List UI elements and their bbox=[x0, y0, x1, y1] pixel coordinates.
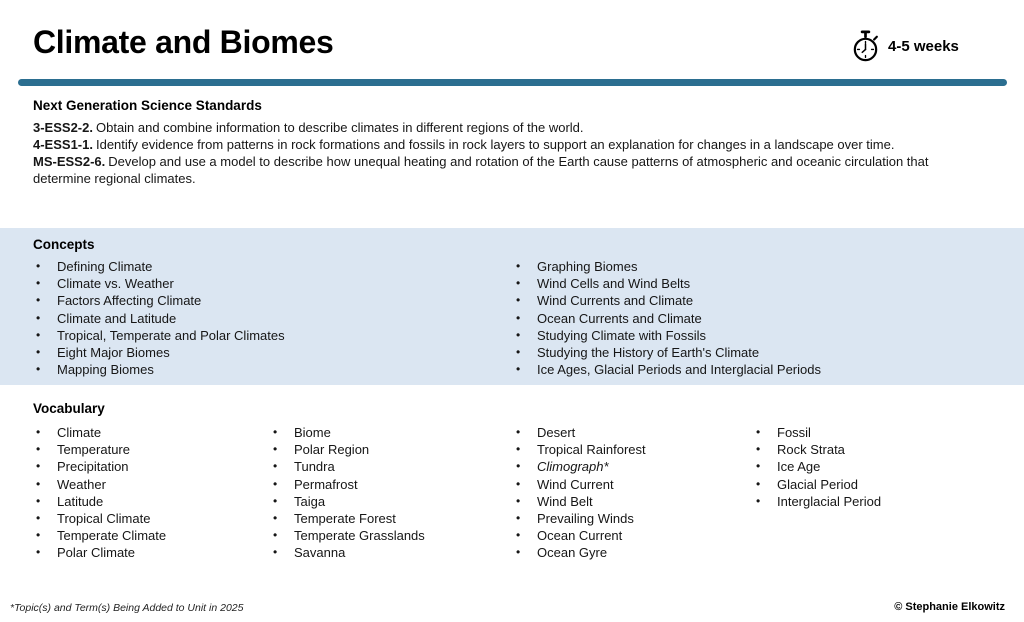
standard-code: MS-ESS2-6. bbox=[33, 154, 106, 169]
list-item: • Climate vs. Weather bbox=[33, 275, 285, 292]
list-item: • Ocean Current bbox=[513, 527, 646, 544]
duration-label: 4-5 weeks bbox=[888, 38, 959, 55]
standards-section bbox=[33, 98, 967, 187]
concepts-heading: Concepts bbox=[33, 237, 95, 252]
list-item: • Tropical Climate bbox=[33, 510, 166, 527]
list-item: • Weather bbox=[33, 476, 166, 493]
list-item: • Ocean Currents and Climate bbox=[513, 310, 821, 327]
standard-item bbox=[33, 153, 967, 187]
list-item: • Climate and Latitude bbox=[33, 310, 285, 327]
concepts-list-right bbox=[513, 258, 821, 378]
vocabulary-column-4 bbox=[753, 424, 881, 510]
list-item: • Temperate Forest bbox=[270, 510, 425, 527]
list-item: • Ice Ages, Glacial Periods and Interglacial Periods bbox=[513, 361, 821, 378]
list-item: • Fossil bbox=[753, 424, 881, 441]
standard-item bbox=[33, 136, 967, 153]
list-item: • Temperature bbox=[33, 441, 166, 458]
vocabulary-column-1 bbox=[33, 424, 166, 562]
list-item: • Taiga bbox=[270, 493, 425, 510]
list-item: • Prevailing Winds bbox=[513, 510, 646, 527]
list-item: • Wind Cells and Wind Belts bbox=[513, 275, 821, 292]
standard-text: Obtain and combine information to describe climates in different regions of the world. bbox=[95, 120, 584, 135]
list-item: • Studying the History of Earth's Climate bbox=[513, 344, 821, 361]
list-item: • Desert bbox=[513, 424, 646, 441]
list-item: • Wind Current bbox=[513, 476, 646, 493]
standards-heading: Next Generation Science Standards bbox=[33, 98, 262, 113]
list-item: • Permafrost bbox=[270, 476, 425, 493]
list-item: • Rock Strata bbox=[753, 441, 881, 458]
vocabulary-heading: Vocabulary bbox=[33, 401, 105, 416]
list-item: • Ice Age bbox=[753, 458, 881, 475]
list-item: • Polar Climate bbox=[33, 544, 166, 561]
vocabulary-section bbox=[0, 401, 1024, 566]
list-item: • Temperate Climate bbox=[33, 527, 166, 544]
list-item: • Ocean Gyre bbox=[513, 544, 646, 561]
list-item: • Tropical, Temperate and Polar Climates bbox=[33, 327, 285, 344]
vocabulary-column-3 bbox=[513, 424, 646, 562]
list-item: • Polar Region bbox=[270, 441, 425, 458]
list-item: • Latitude bbox=[33, 493, 166, 510]
list-item: • Eight Major Biomes bbox=[33, 344, 285, 361]
list-item: • Savanna bbox=[270, 544, 425, 561]
standard-item bbox=[33, 119, 967, 136]
list-item: • Tundra bbox=[270, 458, 425, 475]
list-item: • Climate bbox=[33, 424, 166, 441]
list-item: • Wind Currents and Climate bbox=[513, 292, 821, 309]
list-item: • Biome bbox=[270, 424, 425, 441]
standard-text: Identify evidence from patterns in rock formations and fossils in rock layers to support an explanation for changes in a landscape over time. bbox=[95, 137, 895, 152]
page-title: Climate and Biomes bbox=[33, 24, 334, 60]
list-item: • Factors Affecting Climate bbox=[33, 292, 285, 309]
list-item: • Graphing Biomes bbox=[513, 258, 821, 275]
list-item: • Glacial Period bbox=[753, 476, 881, 493]
list-item: • Mapping Biomes bbox=[33, 361, 285, 378]
list-item: • Studying Climate with Fossils bbox=[513, 327, 821, 344]
standard-code: 4-ESS1-1. bbox=[33, 137, 93, 152]
footnote: *Topic(s) and Term(s) Being Added to Unit in 2025 bbox=[10, 602, 244, 614]
standard-text: Develop and use a model to describe how unequal heating and rotation of the Earth cause patterns of atmospheric and oceanic circulation that determine regional climates. bbox=[33, 154, 929, 186]
list-item: • Defining Climate bbox=[33, 258, 285, 275]
vocabulary-column-2 bbox=[270, 424, 425, 562]
list-item: • Interglacial Period bbox=[753, 493, 881, 510]
stopwatch-icon bbox=[851, 30, 880, 63]
concepts-list-left bbox=[33, 258, 285, 378]
duration-badge bbox=[851, 30, 959, 63]
copyright: © Stephanie Elkowitz bbox=[894, 601, 1005, 613]
list-item: • Climograph* bbox=[513, 458, 646, 475]
list-item: • Precipitation bbox=[33, 458, 166, 475]
list-item: • Wind Belt bbox=[513, 493, 646, 510]
list-item: • Temperate Grasslands bbox=[270, 527, 425, 544]
list-item: • Tropical Rainforest bbox=[513, 441, 646, 458]
concepts-panel bbox=[0, 228, 1024, 385]
standard-code: 3-ESS2-2. bbox=[33, 120, 93, 135]
title-divider bbox=[18, 79, 1007, 86]
